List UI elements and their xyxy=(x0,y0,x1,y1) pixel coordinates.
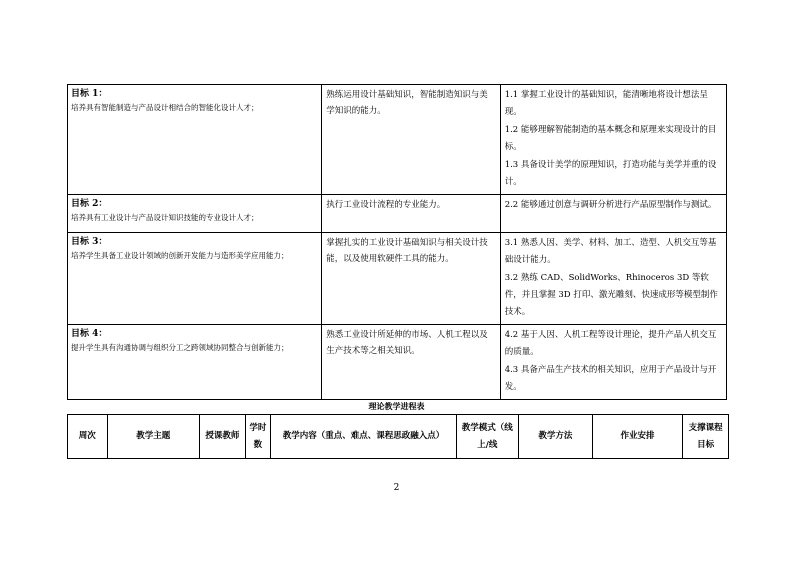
header-content: 教学内容（重点、难点、课程思政融入点） xyxy=(271,415,457,459)
sub-goal: 3.2 熟练 CAD、SolidWorks、Rhinoceros 3D 等软件，并且掌握 3D 打印、激光雕刻、快速成形等模型制作技术。 xyxy=(504,273,718,317)
goal-row-1 xyxy=(68,85,727,195)
sub-goals-cell xyxy=(500,85,726,195)
sub-goals-cell xyxy=(500,233,726,325)
goal-row-2 xyxy=(68,195,727,233)
header-method: 教学方法 xyxy=(518,415,592,459)
goal-title: 目标 2： xyxy=(71,199,108,209)
sub-goal: 2.2 能够通过创意与调研分析进行产品原型制作与测试。 xyxy=(504,200,717,210)
goal-row-3 xyxy=(68,233,727,325)
sub-goal: 1.3 具备设计美学的原理知识，打造功能与美学并重的设计。 xyxy=(504,160,717,187)
goal-cell xyxy=(68,325,322,400)
capability-cell xyxy=(322,325,501,400)
capability-text: 熟练运用设计基础知识，智能制造知识与美学知识的能力。 xyxy=(326,90,488,116)
capability-text: 熟悉工业设计所延伸的市场、人机工程以及生产技术等之相关知识。 xyxy=(326,330,488,356)
goal-cell xyxy=(68,195,322,233)
capability-cell xyxy=(322,233,501,325)
sub-goal: 3.1 熟悉人因、美学、材料、加工、造型、人机交互等基础设计能力。 xyxy=(504,238,717,265)
capability-cell xyxy=(322,195,501,233)
goal-description: 培养学生具备工业设计领域的创新开发能力与造形美学应用能力； xyxy=(71,251,289,260)
header-mode: 教学模式（线上/线 xyxy=(456,415,518,459)
course-goals-table xyxy=(67,84,727,400)
capability-cell xyxy=(322,85,501,195)
goal-title: 目标 3： xyxy=(71,237,108,247)
schedule-title: 理论教学进程表 xyxy=(368,401,425,411)
schedule-header-row xyxy=(68,415,729,459)
goal-cell xyxy=(68,85,322,195)
header-topic: 教学主题 xyxy=(107,415,199,459)
sub-goal: 1.2 能够理解智能制造的基本概念和原理来实现设计的目标。 xyxy=(504,125,717,152)
goal-description: 培养具有智能制造与产品设计相结合的智能化设计人才； xyxy=(71,103,259,112)
capability-text: 执行工业设计流程的专业能力。 xyxy=(326,200,446,210)
goal-title: 目标 4： xyxy=(71,329,108,339)
goal-cell xyxy=(68,233,322,325)
goal-row-4 xyxy=(68,325,727,400)
goal-title: 目标 1： xyxy=(71,89,108,99)
teaching-schedule-table xyxy=(67,414,729,459)
header-teacher: 授课教师 xyxy=(199,415,245,459)
sub-goal: 4.2 基于人因、人机工程等设计理论，提升产品人机交互的质量。 xyxy=(504,330,717,357)
page-number: 2 xyxy=(393,483,400,493)
goal-description: 培养具有工业设计与产品设计知识技能的专业设计人才； xyxy=(71,213,259,222)
sub-goal: 4.3 具备产品生产技术的相关知识，应用于产品设计与开发。 xyxy=(504,365,717,392)
sub-goals-cell xyxy=(500,325,726,400)
header-hours: 学时数 xyxy=(245,415,270,459)
sub-goals-cell xyxy=(500,195,726,233)
header-support-goal: 支撑课程目标 xyxy=(683,415,729,459)
header-week: 周次 xyxy=(68,415,108,459)
sub-goal: 1.1 掌握工业设计的基础知识，能清晰地将设计想法呈现。 xyxy=(504,90,708,117)
header-homework: 作业安排 xyxy=(592,415,682,459)
capability-text: 掌握扎实的工业设计基础知识与相关设计技能，以及使用软硬件工具的能力。 xyxy=(326,238,488,264)
goal-description: 提升学生具有沟通协调与组织分工之跨领域协同整合与创新能力； xyxy=(71,343,289,352)
